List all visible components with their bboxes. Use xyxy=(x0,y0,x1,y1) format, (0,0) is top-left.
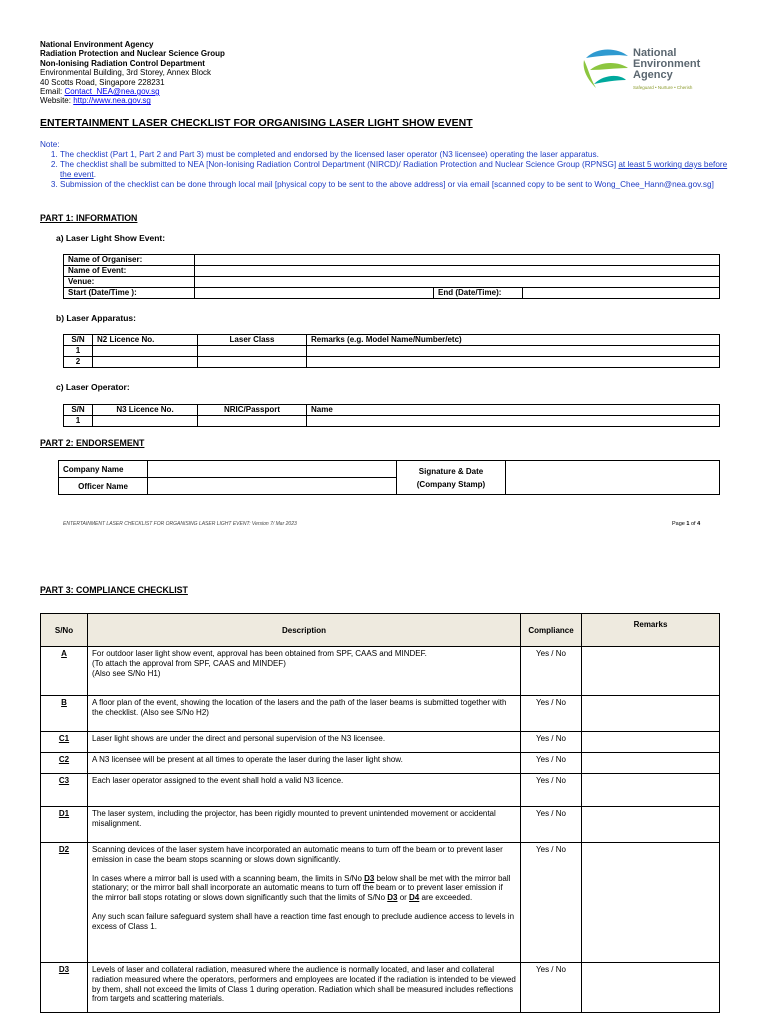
col-laser-class: Laser Class xyxy=(198,335,307,346)
company-name-label: Company Name xyxy=(59,461,148,478)
compliance-selector[interactable]: Yes / No xyxy=(521,807,582,843)
remarks-field[interactable] xyxy=(582,963,720,1013)
footer-page-number: Page 1 of 4 xyxy=(672,521,701,527)
col-n3-licence: N3 Licence No. xyxy=(93,405,198,416)
col-remarks: Remarks xyxy=(582,614,720,647)
note-item-3: 3. Submission of the checklist can be done through local mail [physical copy to be sent to the above address] or via email [scanned copy to be sent to Wong_Chee_Hann@nea.gov.sg] xyxy=(60,180,730,190)
signature-label: Signature & Date (Company Stamp) xyxy=(397,461,506,495)
table-cell-input[interactable] xyxy=(198,416,307,427)
organiser-label: Name of Organiser: xyxy=(64,255,195,266)
part3-heading: PART 3: COMPLIANCE CHECKLIST xyxy=(40,585,188,595)
nea-leaf-icon xyxy=(580,44,632,96)
remarks-field[interactable] xyxy=(582,807,720,843)
col-sno: S/No xyxy=(41,614,88,647)
table-cell-input[interactable] xyxy=(93,357,198,368)
table-cell-input[interactable] xyxy=(93,416,198,427)
note-block xyxy=(40,140,730,190)
table-row xyxy=(64,346,720,357)
note-item-1: 1. The checklist (Part 1, Part 2 and Part 3) must be completed and endorsed by the licensed laser operator (N3 licensee) operating the laser apparatus. xyxy=(60,150,730,160)
col-compliance: Compliance xyxy=(521,614,582,647)
end-field[interactable] xyxy=(523,288,720,299)
note-label: Note: xyxy=(40,140,60,149)
remarks-field[interactable] xyxy=(582,774,720,807)
table-row xyxy=(64,357,720,368)
table-cell-input[interactable] xyxy=(198,357,307,368)
remarks-field[interactable] xyxy=(582,732,720,753)
agency-website-link[interactable]: http://www.nea.gov.sg xyxy=(73,96,151,106)
organiser-field[interactable] xyxy=(195,255,720,266)
agency-email-line: Email: Contact_NEA@nea.gov.sg xyxy=(40,87,160,97)
logo-text: National Environment Agency xyxy=(633,47,701,81)
remarks-field[interactable] xyxy=(582,647,720,696)
compliance-selector[interactable]: Yes / No xyxy=(521,843,582,963)
compliance-selector[interactable]: Yes / No xyxy=(521,753,582,774)
laser-operator-table xyxy=(63,404,720,427)
note-list xyxy=(40,150,730,190)
row-number: 1 xyxy=(64,346,93,357)
agency-email-link[interactable]: Contact_NEA@nea.gov.sg xyxy=(64,87,160,97)
agency-name: National Environment Agency xyxy=(40,40,154,49)
signature-field[interactable] xyxy=(506,461,720,495)
laser-apparatus-table xyxy=(63,334,720,368)
compliance-selector[interactable]: Yes / No xyxy=(521,647,582,696)
col-sn: S/N xyxy=(64,335,93,346)
compliance-selector[interactable]: Yes / No xyxy=(521,696,582,732)
company-name-field[interactable] xyxy=(148,461,397,478)
table-row: D2 Scanning devices of the laser system have incorporated an automatic means to turn off the beam or to prevent laser emission in case the beam stops scanning or slows down significantly. In cases where a mirror ball is used with a scanning beam, the limits in S/No D3 below shall be met with the mirror ball stationary; or the mirror ball shall incorporate an automatic means to turn off the beam or to prevent laser emission if the mirror ball stops rotating or slows down significantly such that the limits of S/No D3 or D4 are exceeded. Any such scan failure safeguard system shall have a reaction time fast enough to preclude audience access to levels in excess of Class 1. Yes / No xyxy=(41,843,720,963)
venue-field[interactable] xyxy=(195,277,720,288)
col-sn: S/N xyxy=(64,405,93,416)
compliance-checklist-table xyxy=(40,613,720,1013)
table-row: C2 A N3 licensee will be present at all times to operate the laser during the laser light show. Yes / No xyxy=(41,753,720,774)
part2-heading: PART 2: ENDORSEMENT xyxy=(40,438,145,448)
table-row: A For outdoor laser light show event, approval has been obtained from SPF, CAAS and MINDEF. (To attach the approval from SPF, CAAS and MINDEF) (Also see S/No H1) Yes / No xyxy=(41,647,720,696)
officer-name-label: Officer Name xyxy=(59,478,148,495)
remarks-field[interactable] xyxy=(582,696,720,732)
row-number: 1 xyxy=(64,416,93,427)
agency-address-2: 40 Scotts Road, Singapore 228231 xyxy=(40,77,165,87)
col-nric: NRIC/Passport xyxy=(198,405,307,416)
table-row xyxy=(64,416,720,427)
table-cell-input[interactable] xyxy=(93,346,198,357)
end-label: End (Date/Time): xyxy=(434,288,523,299)
col-name: Name xyxy=(307,405,720,416)
table-row: C3 Each laser operator assigned to the event shall hold a valid N3 licence. Yes / No xyxy=(41,774,720,807)
note-deadline: at least 5 working days before the event xyxy=(60,160,728,179)
part1-b-label: b) Laser Apparatus: xyxy=(56,313,136,323)
start-label: Start (Date/Time ): xyxy=(64,288,195,299)
agency-group: Radiation Protection and Nuclear Science Group xyxy=(40,49,225,59)
col-description: Description xyxy=(88,614,521,647)
nea-logo xyxy=(580,44,720,96)
event-info-table xyxy=(63,254,720,299)
compliance-selector[interactable]: Yes / No xyxy=(521,774,582,807)
table-cell-input[interactable] xyxy=(198,346,307,357)
remarks-field[interactable] xyxy=(582,753,720,774)
table-row: B A floor plan of the event, showing the location of the lasers and the path of the laser beams is submitted together with the checklist. (Also see S/No H2) Yes / No xyxy=(41,696,720,732)
event-name-label: Name of Event: xyxy=(64,266,195,277)
compliance-selector[interactable]: Yes / No xyxy=(521,732,582,753)
col-n2-licence: N2 Licence No. xyxy=(93,335,198,346)
officer-name-field[interactable] xyxy=(148,478,397,495)
agency-address-1: Environmental Building, 3rd Storey, Annex Block xyxy=(40,68,212,78)
row-number: 2 xyxy=(64,357,93,368)
part1-c-label: c) Laser Operator: xyxy=(56,382,130,392)
start-field[interactable] xyxy=(195,288,434,299)
table-cell-input[interactable] xyxy=(307,346,720,357)
col-remarks: Remarks (e.g. Model Name/Number/etc) xyxy=(307,335,720,346)
agency-header xyxy=(40,40,225,106)
remarks-field[interactable] xyxy=(582,843,720,963)
endorsement-table xyxy=(58,460,720,495)
table-row: C1 Laser light shows are under the direct and personal supervision of the N3 licensee. Yes / No xyxy=(41,732,720,753)
compliance-selector[interactable]: Yes / No xyxy=(521,963,582,1013)
footer-version: ENTERTAINMENT LASER CHECKLIST FOR ORGANISING LASER LIGHT EVENT: Version 7/ Mar 2023 xyxy=(63,521,297,527)
table-row: D1 The laser system, including the projector, has been rigidly mounted to prevent unintended movement or accidental misalignment. Yes / No xyxy=(41,807,720,843)
agency-website-line: Website: http://www.nea.gov.sg xyxy=(40,96,151,106)
agency-department: Non-Ionising Radiation Control Department xyxy=(40,58,205,68)
logo-tagline: Safeguard • Nurture • Cherish xyxy=(633,85,693,90)
venue-label: Venue: xyxy=(64,277,195,288)
part1-a-label: a) Laser Light Show Event: xyxy=(56,233,166,243)
table-cell-input[interactable] xyxy=(307,357,720,368)
part1-heading: PART 1: INFORMATION xyxy=(40,213,138,223)
page-title: ENTERTAINMENT LASER CHECKLIST FOR ORGANISING LASER LIGHT SHOW EVENT xyxy=(40,117,473,129)
note-item-2: 2. The checklist shall be submitted to NEA [Non-Ionising Radiation Control Department (NIRCD)/ Radiation Protection and Nuclear Science Group (RPNSG] at least 5 working days before the event. xyxy=(60,160,730,180)
table-cell-input[interactable] xyxy=(307,416,720,427)
table-row: D3 Levels of laser and collateral radiation, measured where the audience is normally located, and laser and collateral radiation measured where the operators, performers and employees are located if the radiation is intended to be viewed by them, shall not exceed the limits of Class 1 during operation. Radiation which shall be measured includes reflections from targets and scattering materials. Yes / No xyxy=(41,963,720,1013)
event-name-field[interactable] xyxy=(195,266,720,277)
